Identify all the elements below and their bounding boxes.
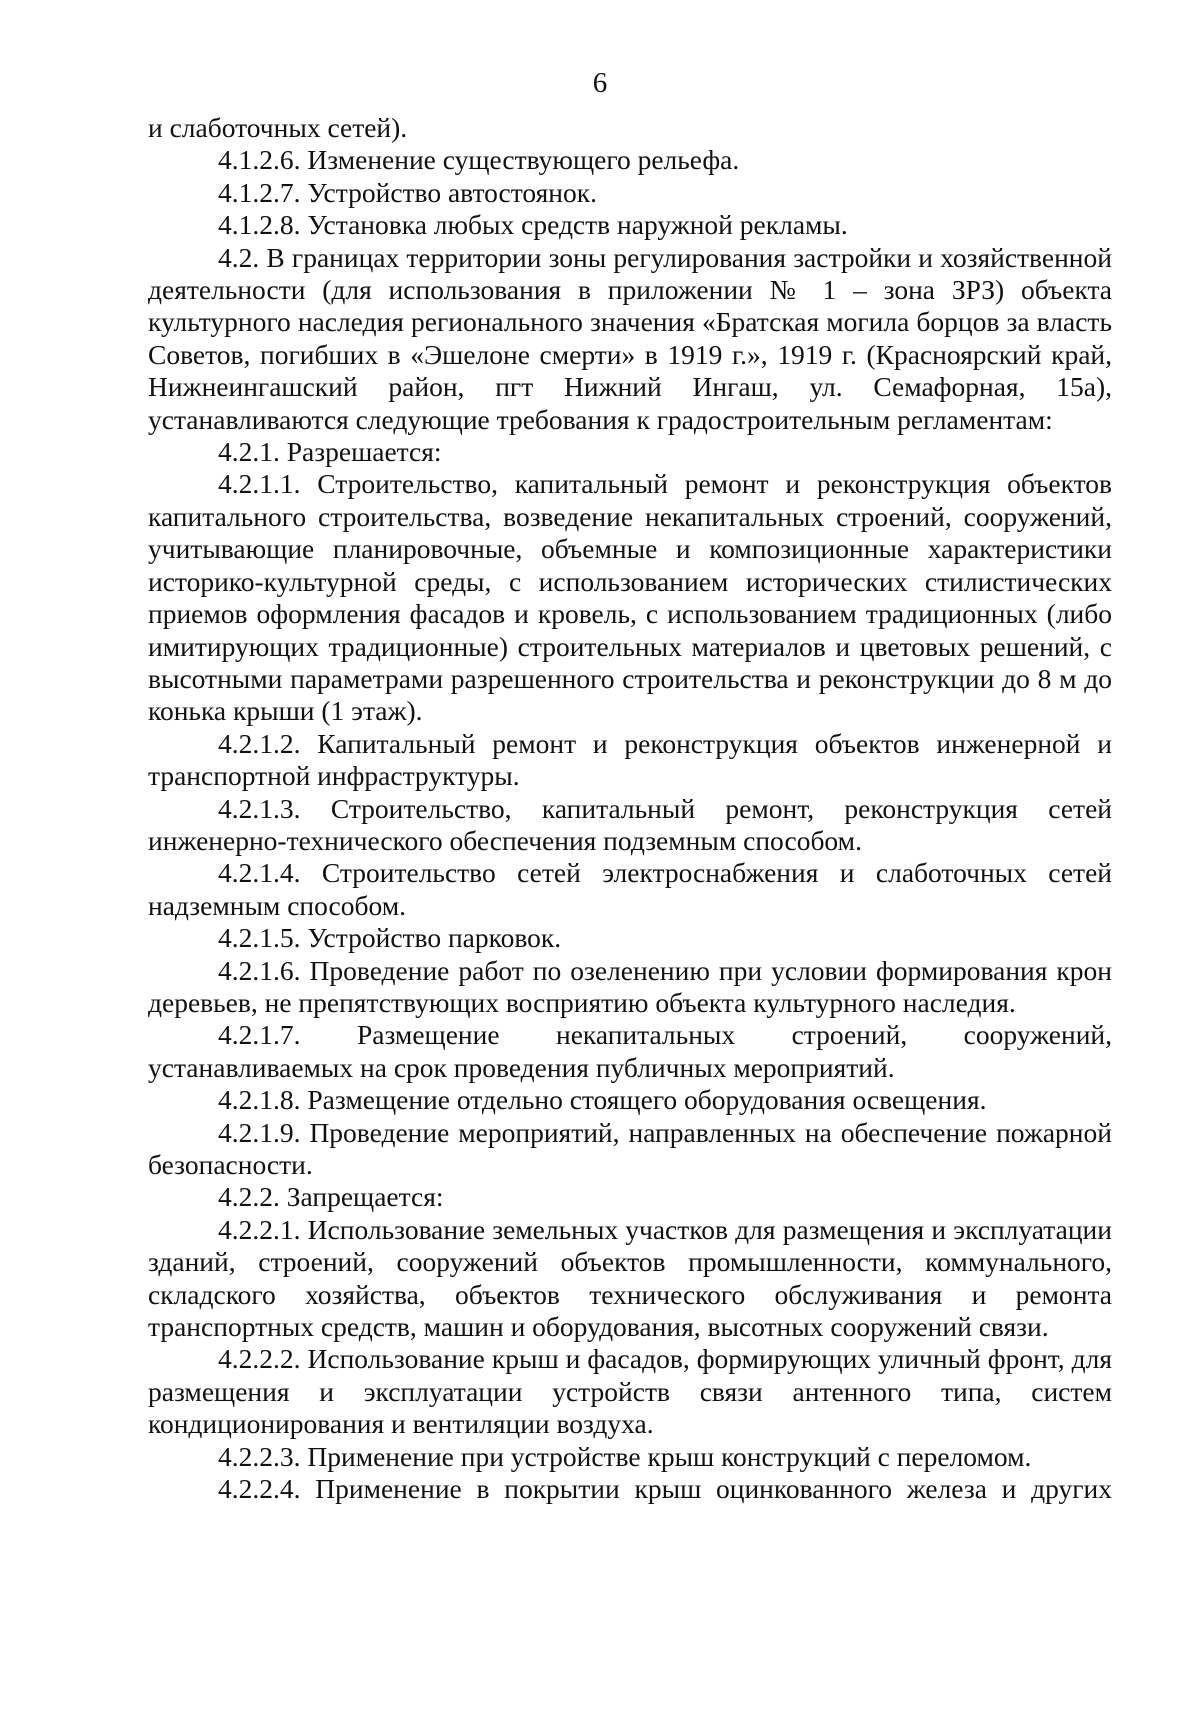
paragraph: 4.1.2.7. Устройство автостоянок.: [218, 176, 597, 208]
paragraph: 4.2.2. Запрещается:: [218, 1181, 444, 1213]
paragraph: 4.2.2.2. Использование крыш и фасадов, формирующих уличный фронт, для размещения и эксплуатации устройств связи антенного типа, систем кондиционирования и вентиляции воздуха.: [148, 1343, 1112, 1440]
paragraph: 4.2. В границах территории зоны регулирования застройки и хозяйственной деятельности (для использования в приложении № 1 – зона ЗРЗ) объекта культурного наследия регионального значения «Братская могила борцов за власть Советов, погибших в «Эшелоне смерти» в 1919 г.», 1919 г. (Красноярский край, Нижнеингашский район, пгт Нижний Ингаш, ул. Семафорная, 15а), устанавливаются следующие требования к градостроительным регламентам:: [148, 241, 1112, 435]
paragraph: 4.1.2.8. Установка любых средств наружной рекламы.: [218, 209, 848, 241]
paragraph: и слаботочных сетей).: [148, 112, 408, 143]
paragraph: 4.2.1.8. Размещение отдельно стоящего оборудования освещения.: [218, 1084, 987, 1116]
paragraph: 4.2.1.9. Проведение мероприятий, направленных на обеспечение пожарной безопасности.: [148, 1116, 1112, 1180]
paragraph: 4.2.2.4. Применение в покрытии крыш оцинкованного железа и других: [218, 1473, 1112, 1505]
paragraph: 4.2.2.3. Применение при устройстве крыш конструкций с переломом.: [218, 1440, 1032, 1472]
paragraph: 4.2.2.1. Использование земельных участков для размещения и эксплуатации зданий, строений, сооружений объектов промышленности, коммунального, складского хозяйства, объектов технического обслуживания и ремонта транспортных средств, машин и оборудования, высотных сооружений связи.: [148, 1213, 1112, 1343]
paragraph: 4.2.1.3. Строительство, капитальный ремонт, реконструкция сетей инженерно-технического обеспечения подземным способом.: [148, 792, 1112, 856]
paragraph: 4.2.1.5. Устройство парковок.: [218, 922, 562, 954]
paragraph: 4.2.1.7. Размещение некапитальных строений, сооружений, устанавливаемых на срок проведения публичных мероприятий.: [148, 1019, 1112, 1083]
paragraph: 4.2.1.6. Проведение работ по озеленению при условии формирования крон деревьев, не препятствующих восприятию объекта культурного наследия.: [148, 954, 1112, 1018]
paragraph: 4.2.1.4. Строительство сетей электроснабжения и слаботочных сетей надземным способом.: [148, 857, 1112, 921]
paragraph: 4.2.1. Разрешается:: [218, 436, 442, 468]
paragraph: 4.2.1.1. Строительство, капитальный ремонт и реконструкция объектов капитального строительства, возведение некапитальных строений, сооружений, учитывающие планировочные, объемные и композиционные характеристики историко-культурной среды, с использованием исторических стилистических приемов оформления фасадов и кровель, с использованием традиционных (либо имитирующих традиционные) строительных материалов и цветовых решений, с высотными параметрами разрешенного строительства и реконструкции до 8 м до конька крыши (1 этаж).: [148, 468, 1112, 727]
paragraph: 4.2.1.2. Капитальный ремонт и реконструкция объектов инженерной и транспортной инфраструктуры.: [148, 727, 1112, 792]
paragraph: 4.1.2.6. Изменение существующего рельефа.: [218, 144, 740, 176]
document-body: [148, 112, 1112, 1505]
page-number: 6: [592, 67, 608, 99]
